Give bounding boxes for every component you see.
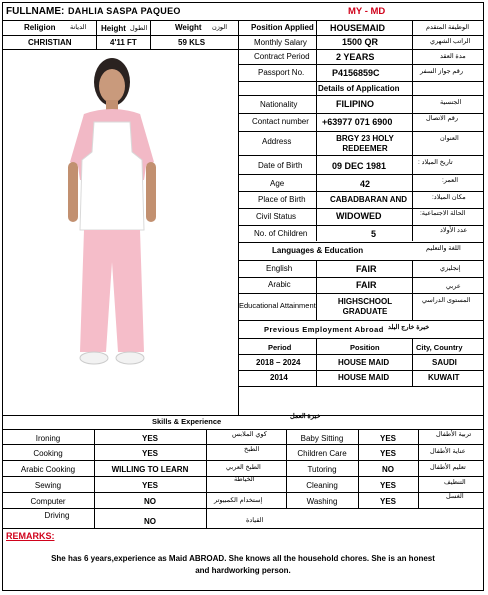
age-label: Age <box>270 179 285 188</box>
rule <box>238 20 239 415</box>
skill-ar: عناية الأطفال <box>430 448 466 455</box>
skill-label: Baby Sitting <box>300 434 344 443</box>
education-value: HIGHSCHOOL GRADUATE <box>337 297 393 316</box>
skill-ar: الخياطة <box>234 476 255 483</box>
skill-label: Cleaning <box>306 481 338 490</box>
rule <box>2 528 484 529</box>
rule <box>238 174 484 175</box>
remarks-text-line1: She has 6 years,experience as Maid ABROAD. She knows all the household chores. She is an honest <box>51 554 435 563</box>
rule <box>238 35 484 36</box>
children-label: No. of Children <box>254 229 308 238</box>
weight-ar: الوزن <box>212 24 228 31</box>
rule <box>238 155 484 156</box>
rule <box>238 64 484 65</box>
rule <box>238 131 484 132</box>
position-applied-ar: الوظيفة المتقدم <box>426 24 470 31</box>
rule <box>150 20 151 49</box>
rule <box>2 49 238 50</box>
skill-value: YES <box>141 449 158 458</box>
skills-title-ar: خبرة العمل <box>290 413 321 420</box>
employment-row-position: HOUSE MAID <box>338 373 390 382</box>
fullname-label: FULLNAME: <box>6 6 65 17</box>
address-value: BRGY 23 HOLY REDEEMER <box>336 134 394 153</box>
skill-label: Washing <box>306 497 338 506</box>
skill-label: Cooking <box>33 449 63 458</box>
rule <box>238 370 484 371</box>
fullname-value: DAHLIA SASPA PAQUEO <box>68 6 181 16</box>
position-applied-label: Position Applied <box>251 23 314 32</box>
languages-title: Languages & Education <box>272 246 364 255</box>
employment-row-country: SAUDI <box>432 358 457 367</box>
address-label: Address <box>262 137 292 146</box>
passport-ar: رقم جواز السفر <box>420 68 463 75</box>
salary-value: 1500 QR <box>342 37 379 47</box>
rule <box>316 20 317 95</box>
civil-status-ar: الحالة الاجتماعية: <box>420 210 466 217</box>
employment-row-country: KUWAIT <box>428 373 460 382</box>
rule <box>2 460 484 461</box>
skill-value: YES <box>141 481 158 490</box>
employment-title: Previous Employment Abroad <box>264 325 384 334</box>
skill-value: YES <box>141 434 158 443</box>
salary-ar: الراتب الشهري <box>430 38 471 45</box>
weight-label: Weight <box>175 23 202 32</box>
skills-title: Skills & Experience <box>152 417 222 426</box>
skill-label: Tutoring <box>307 465 337 474</box>
passport-label: Passport No. <box>258 68 305 77</box>
skill-ar: الطبخ العربي <box>226 464 261 471</box>
contract-ar: مدة العقد <box>440 53 466 60</box>
rule <box>238 293 484 294</box>
rule <box>238 320 484 321</box>
skill-ar: تربية الأطفال <box>436 431 472 438</box>
rule <box>238 277 484 278</box>
rule <box>238 113 484 114</box>
rule <box>238 354 484 355</box>
dob-label: Date of Birth <box>258 161 303 170</box>
skill-value: YES <box>379 497 396 506</box>
skill-label: Computer <box>30 497 66 506</box>
employment-header-country: City, Country <box>416 343 463 352</box>
nationality-value: FILIPINO <box>336 99 374 109</box>
rule <box>2 508 484 509</box>
skill-label: Ironing <box>35 434 61 443</box>
salary-label: Monthly Salary <box>254 38 307 47</box>
rule <box>2 492 484 493</box>
rule <box>238 81 484 82</box>
rule <box>412 338 413 386</box>
nationality-ar: الجنسية <box>440 99 462 106</box>
rule <box>96 20 97 49</box>
remarks-label: REMARKS: <box>6 531 55 541</box>
rule <box>412 20 413 95</box>
rule <box>206 429 207 528</box>
contract-label: Contract Period <box>254 52 310 61</box>
weight-value: 59 KLS <box>178 38 206 47</box>
skill-ar: تعليم الأطفال <box>430 464 466 471</box>
rule <box>238 386 484 387</box>
employment-header-position: Position <box>350 343 380 352</box>
children-ar: عدد الأولاد <box>440 227 468 234</box>
education-ar: المستوى الدراسي <box>422 297 471 304</box>
languages-ar: اللغة والتعليم <box>426 245 461 252</box>
skill-value: NO <box>144 517 156 526</box>
dob-value: 09 DEC 1981 <box>332 161 387 171</box>
rule <box>238 225 484 226</box>
applicant-photo <box>44 52 180 382</box>
rule <box>238 260 484 261</box>
skill-ar: التنظيف <box>444 479 466 486</box>
contact-ar: رقم الاتصال <box>426 115 459 122</box>
rule <box>2 35 238 36</box>
religion-value: CHRISTIAN <box>28 38 72 47</box>
skill-label: Sewing <box>34 481 62 490</box>
employment-row-period: 2018 – 2024 <box>256 358 301 367</box>
contract-value: 2 YEARS <box>336 52 375 62</box>
rule <box>238 208 484 209</box>
skill-value: YES <box>379 434 396 443</box>
skill-ar: كوي الملابس <box>232 431 267 438</box>
contact-label: Contact number <box>252 117 309 126</box>
address-ar: العنوان <box>440 135 459 142</box>
pob-value: CABADBARAN AND <box>330 195 408 204</box>
rule <box>316 338 317 386</box>
height-label: Height <box>101 24 126 33</box>
nationality-label: Nationality <box>260 100 298 109</box>
rule <box>238 49 484 50</box>
skill-label: Children Care <box>297 449 347 458</box>
skill-value: NO <box>382 465 394 474</box>
pob-ar: مكان الميلاد: <box>432 194 466 201</box>
rule <box>238 338 484 339</box>
english-label: English <box>266 264 293 273</box>
rule <box>238 95 484 96</box>
skill-value: YES <box>379 449 396 458</box>
rule <box>412 260 413 320</box>
height-value: 4'11 FT <box>110 38 137 47</box>
application-title: Details of Application <box>318 84 400 93</box>
rule <box>238 191 484 192</box>
religion-label: Religion <box>24 23 56 32</box>
rule <box>2 444 484 445</box>
rule <box>316 260 317 320</box>
civil-status-label: Civil Status <box>256 212 297 221</box>
age-ar: العمر: <box>442 177 459 184</box>
education-label: Educational Attainment <box>239 301 316 310</box>
children-value: 5 <box>371 229 377 239</box>
skill-label: Driving <box>44 511 70 520</box>
rule <box>2 429 484 430</box>
skill-ar: القيادة <box>246 517 264 524</box>
passport-value: P4156859C <box>332 68 380 78</box>
english-ar: إنجليزي <box>440 265 461 272</box>
skill-ar: الطبخ <box>244 446 260 453</box>
height-ar: الطول <box>130 25 148 32</box>
skill-value: WILLING TO LEARN <box>111 465 189 474</box>
position-applied-value: HOUSEMAID <box>330 23 386 33</box>
rule <box>2 415 484 416</box>
rule <box>418 429 419 508</box>
age-value: 42 <box>360 179 371 189</box>
pob-label: Place of Birth <box>258 195 306 204</box>
employment-row-position: HOUSE MAID <box>338 358 390 367</box>
remarks-text-line2: and hardworking person. <box>195 566 291 575</box>
employment-row-period: 2014 <box>270 373 288 382</box>
rule <box>412 95 413 241</box>
skill-label: Arabic Cooking <box>20 465 76 474</box>
employment-header-period: Period <box>268 343 292 352</box>
dob-ar: تاريخ الميلاد : <box>418 159 453 166</box>
religion-ar: الديانة <box>70 24 87 31</box>
civil-status-value: WIDOWED <box>336 211 382 221</box>
skill-value: YES <box>379 481 396 490</box>
rule <box>316 95 317 241</box>
skill-ar: الغسل <box>446 493 464 500</box>
rule <box>238 242 484 243</box>
arabic-value: FAIR <box>356 280 377 290</box>
employment-ar: خبرة خارج البلد <box>388 324 430 331</box>
arabic-ar: عربي <box>446 283 461 290</box>
contact-value: +63977 071 6900 <box>322 117 393 127</box>
english-value: FAIR <box>356 264 377 274</box>
arabic-label: Arabic <box>268 280 291 289</box>
reference-code: MY - MD <box>348 6 386 17</box>
skill-value: NO <box>144 497 156 506</box>
skill-ar: إستخدام الكمبيوتر <box>214 497 263 504</box>
